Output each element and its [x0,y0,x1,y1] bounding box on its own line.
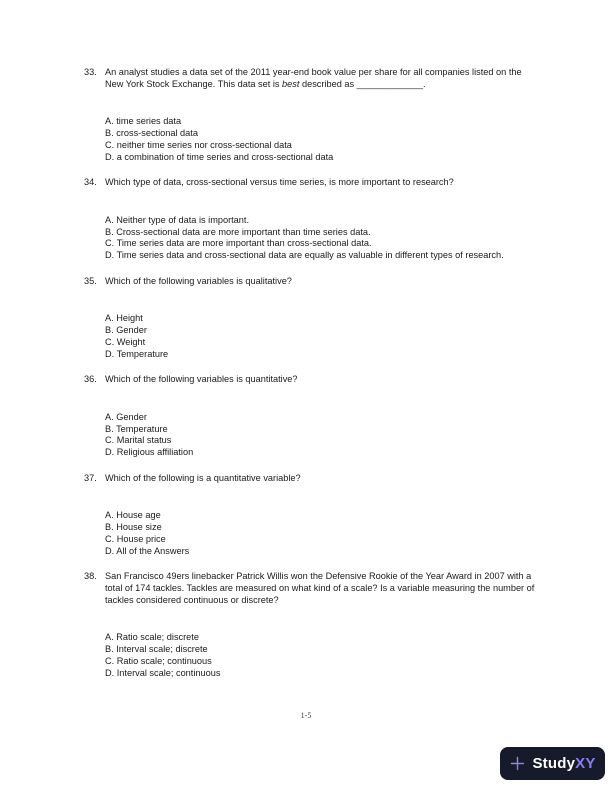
question-number: 35. [84,275,97,286]
option-a: A. Gender [105,411,147,422]
option-b: B. Interval scale; discrete [105,644,208,655]
option-d: D. Time series data and cross-sectional data are equally as valuable in different types of research. [105,250,504,261]
question-33 [84,67,536,163]
option-c: C. neither time series nor cross-sectional data [105,139,292,150]
question-37 [84,473,536,558]
answer-options [105,412,536,459]
question-text: San Francisco 49ers linebacker Patrick Willis won the Defensive Rookie of the Year Award in 2007 with a total of 174 tackles. Tackles are measured on what kind of a scale? Is a variable measuring the number of tackles considered continuous or discrete? [105,571,535,605]
question-35 [84,276,536,361]
question-34 [84,177,536,262]
option-d: D. Temperature [105,348,169,359]
option-c: C. Ratio scale; continuous [105,655,212,666]
option-d: D. All of the Answers [105,545,190,556]
option-d: D. Religious affiliation [105,447,194,458]
brand-name-study: Study [532,754,576,772]
answer-options [105,215,536,262]
question-number: 36. [84,374,97,385]
question-number: 37. [84,472,97,483]
option-b: B. House size [105,522,162,533]
studyxy-badge [500,747,605,780]
question-number: 38. [84,571,97,582]
answer-options [105,510,536,557]
answer-options [105,313,536,360]
brand-name [532,754,596,772]
option-c: C. Marital status [105,435,172,446]
answer-options [105,116,536,163]
option-a: A. House age [105,510,161,521]
question-text: An analyst studies a data set of the 2011 year-end book value per share for all companies listed on the New York Stock Exchange. This data set is best described as _____________. [105,67,522,89]
brand-name-xy: XY [575,754,596,772]
option-a: A. time series data [105,116,182,127]
question-38 [84,571,536,679]
option-d: D. a combination of time series and cross-sectional data [105,151,334,162]
question-text: Which type of data, cross-sectional versus time series, is more important to research? [105,177,454,188]
option-c: C. Time series data are more important than cross-sectional data. [105,238,372,249]
option-a: A. Ratio scale; discrete [105,632,199,643]
plus-icon [509,755,526,772]
question-text: Which of the following variables is quantitative? [105,374,298,385]
question-text: Which of the following is a quantitative variable? [105,472,301,483]
question-number: 33. [84,67,97,77]
option-b: B. cross-sectional data [105,128,198,139]
option-a: A. Height [105,313,143,324]
question-list [84,67,536,693]
option-a: A. Neither type of data is important. [105,214,250,225]
option-d: D. Interval scale; continuous [105,667,221,678]
option-b: B. Gender [105,325,147,336]
option-b: B. Cross-sectional data are more important than time series data. [105,226,371,237]
question-36 [84,374,536,459]
question-number: 34. [84,177,97,188]
option-b: B. Temperature [105,423,168,434]
answer-options [105,632,536,679]
question-text: Which of the following variables is qualitative? [105,275,292,286]
page-number: 1-5 [300,711,312,720]
option-c: C. House price [105,533,166,544]
option-c: C. Weight [105,336,146,347]
